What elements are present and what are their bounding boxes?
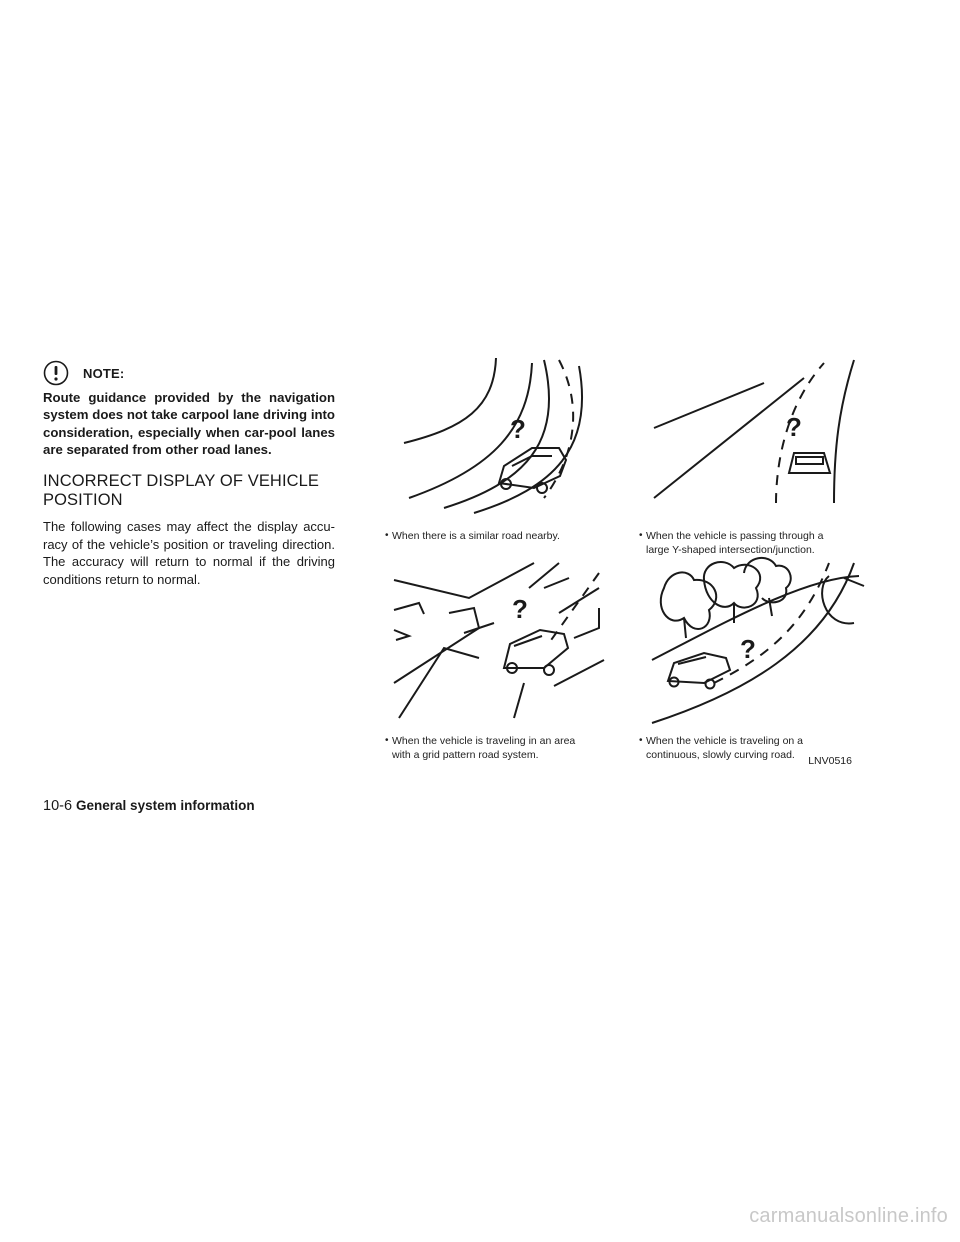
chapter-title: General system information [76, 798, 255, 813]
panel-grid-road [394, 563, 604, 718]
figure-caption: • When the vehicle is passing through a large Y-shaped intersection/junction. [639, 530, 824, 556]
panel-similar-road [404, 358, 582, 513]
figure-caption: • When the vehicle is traveling in an area with a grid pattern road system. [385, 735, 576, 761]
figure-caption: • When the vehicle is traveling on a continuous, slowly curving road. [639, 735, 804, 761]
section-heading: INCORRECT DISPLAY OF VEHICLE POSITION [43, 472, 320, 509]
illustration-drawing [384, 348, 874, 773]
figure-caption: • When there is a similar road nearby. [385, 530, 560, 542]
bullet-icon: • [639, 735, 643, 746]
watermark: carmanualsonline.info [749, 1205, 948, 1227]
note-title: NOTE: [83, 365, 125, 381]
panel-curving-road [652, 558, 864, 723]
figure-code: LNV0516 [808, 755, 852, 767]
section-body: The following cases may affect the display accu-racy of the vehicle’s position or traveling direction. The accuracy will return to normal if the driving conditions return to normal. [43, 519, 335, 587]
page-footer [43, 798, 255, 814]
illustration-figure [384, 348, 874, 773]
question-mark: ? [786, 412, 802, 442]
bullet-icon: • [385, 530, 389, 541]
panel-y-intersection [654, 360, 854, 503]
question-mark: ? [510, 414, 526, 444]
page-number: 10-6 [43, 798, 73, 814]
bullet-icon: • [639, 530, 643, 541]
bullet-icon: • [385, 735, 389, 746]
question-mark: ? [512, 594, 528, 624]
caution-icon [43, 360, 69, 386]
note-body: Route guidance provided by the navigation system does not take carpool lane driving into consideration, especially when car-pool lanes are separated from other road lanes. [43, 390, 335, 458]
note-heading [43, 360, 124, 386]
question-mark: ? [740, 634, 756, 664]
